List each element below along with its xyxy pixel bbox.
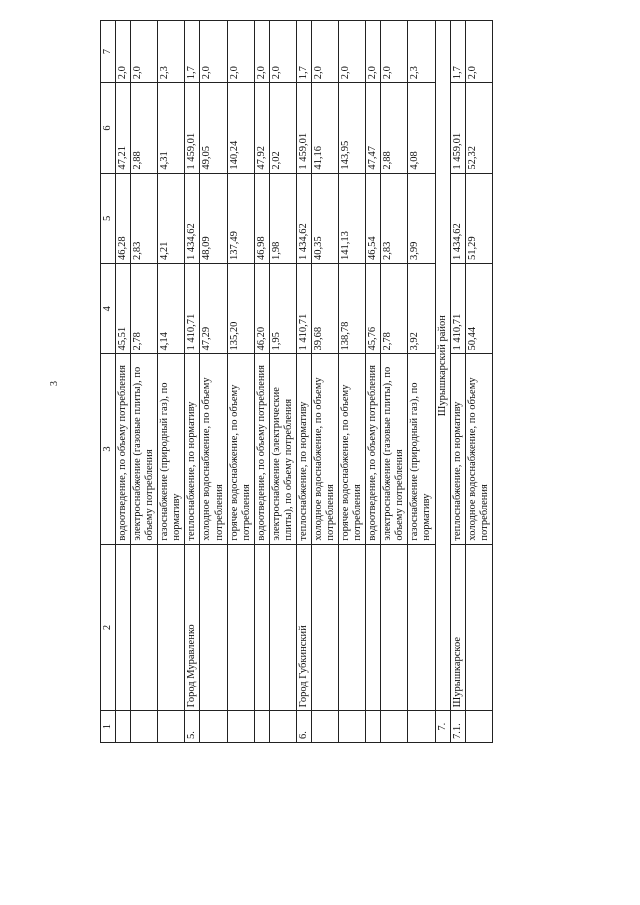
table-body — [101, 21, 493, 743]
value-col5-cell: 46,54 — [366, 173, 381, 263]
row-number-cell — [158, 711, 185, 743]
municipality-cell: Город Губкинский — [296, 544, 311, 711]
table-row — [381, 21, 408, 743]
value-col7-cell: 2,0 — [116, 21, 131, 83]
value-col7-cell: 2,0 — [254, 21, 269, 83]
value-col6-cell: 1 459,01 — [450, 83, 465, 173]
value-col7-cell: 1,7 — [450, 21, 465, 83]
service-cell: теплоснабжение, по нормативу — [450, 354, 465, 544]
row-number-cell — [131, 711, 158, 743]
municipality-cell — [465, 544, 492, 711]
value-col6-cell: 140,24 — [227, 83, 254, 173]
value-col4-cell: 3,92 — [408, 264, 435, 354]
header-cell-7: 7 — [101, 21, 116, 83]
row-number-cell — [227, 711, 254, 743]
section-row — [435, 21, 450, 743]
header-cell-1: 1 — [101, 711, 116, 743]
table-row — [269, 21, 296, 743]
value-col7-cell: 2,3 — [408, 21, 435, 83]
tariff-table-rotated — [100, 20, 540, 743]
tariff-table — [100, 20, 493, 743]
row-number-cell — [408, 711, 435, 743]
row-number-cell — [465, 711, 492, 743]
value-col7-cell: 1,7 — [185, 21, 200, 83]
value-col5-cell: 51,29 — [465, 173, 492, 263]
municipality-cell — [408, 544, 435, 711]
value-col4-cell: 4,14 — [158, 264, 185, 354]
value-col5-cell: 137,49 — [227, 173, 254, 263]
service-cell: электроснабжение (газовые плиты), по объему потребления — [381, 354, 408, 544]
value-col4-cell: 50,44 — [465, 264, 492, 354]
municipality-cell — [269, 544, 296, 711]
value-col6-cell: 4,31 — [158, 83, 185, 173]
value-col4-cell: 1 410,71 — [296, 264, 311, 354]
value-col4-cell: 47,29 — [200, 264, 227, 354]
value-col6-cell: 1 459,01 — [296, 83, 311, 173]
value-col6-cell: 2,88 — [381, 83, 408, 173]
table-row — [158, 21, 185, 743]
service-cell: газоснабжение (природный газ), по нормативу — [158, 354, 185, 544]
value-col4-cell: 135,20 — [227, 264, 254, 354]
table-row — [116, 21, 131, 743]
municipality-cell — [116, 544, 131, 711]
value-col5-cell: 40,35 — [311, 173, 338, 263]
table-row — [465, 21, 492, 743]
row-number-cell — [269, 711, 296, 743]
value-col6-cell: 143,95 — [339, 83, 366, 173]
service-cell: холодное водоснабжение, по объему потребления — [200, 354, 227, 544]
value-col6-cell: 49,05 — [200, 83, 227, 173]
value-col7-cell: 2,0 — [131, 21, 158, 83]
value-col7-cell: 2,0 — [339, 21, 366, 83]
service-cell: холодное водоснабжение, по объему потребления — [311, 354, 338, 544]
table-row — [227, 21, 254, 743]
header-cell-6: 6 — [101, 83, 116, 173]
value-col4-cell: 46,20 — [254, 264, 269, 354]
value-col7-cell: 1,7 — [296, 21, 311, 83]
row-number-cell — [200, 711, 227, 743]
row-number-cell: 6. — [296, 711, 311, 743]
row-number-cell — [254, 711, 269, 743]
table-row — [296, 21, 311, 743]
header-cell-4: 4 — [101, 264, 116, 354]
page-number: 3 — [49, 381, 60, 386]
value-col7-cell: 2,0 — [465, 21, 492, 83]
municipality-cell — [366, 544, 381, 711]
row-number-cell — [381, 711, 408, 743]
value-col7-cell: 2,0 — [227, 21, 254, 83]
value-col6-cell: 1 459,01 — [185, 83, 200, 173]
service-cell: газоснабжение (природный газ), по нормативу — [408, 354, 435, 544]
value-col6-cell: 47,92 — [254, 83, 269, 173]
table-row — [450, 21, 465, 743]
value-col6-cell: 47,47 — [366, 83, 381, 173]
municipality-cell — [200, 544, 227, 711]
header-cell-3: 3 — [101, 354, 116, 544]
value-col6-cell: 4,08 — [408, 83, 435, 173]
section-number-cell: 7. — [435, 711, 450, 743]
municipality-cell — [339, 544, 366, 711]
value-col7-cell: 2,0 — [311, 21, 338, 83]
row-number-cell — [366, 711, 381, 743]
value-col7-cell: 2,3 — [158, 21, 185, 83]
value-col5-cell: 48,09 — [200, 173, 227, 263]
municipality-cell — [227, 544, 254, 711]
table-row — [366, 21, 381, 743]
value-col4-cell: 45,51 — [116, 264, 131, 354]
municipality-cell — [158, 544, 185, 711]
value-col4-cell: 1 410,71 — [450, 264, 465, 354]
service-cell: водоотведение, по объему потребления — [254, 354, 269, 544]
municipality-cell: Город Муравленко — [185, 544, 200, 711]
value-col6-cell: 47,21 — [116, 83, 131, 173]
value-col5-cell: 2,83 — [381, 173, 408, 263]
table-row — [408, 21, 435, 743]
table-row — [339, 21, 366, 743]
service-cell: горячее водоснабжение, по объему потребления — [339, 354, 366, 544]
value-col4-cell: 45,76 — [366, 264, 381, 354]
row-number-cell: 7.1. — [450, 711, 465, 743]
service-cell: холодное водоснабжение, по объему потребления — [465, 354, 492, 544]
value-col7-cell: 2,0 — [269, 21, 296, 83]
value-col4-cell: 2,78 — [131, 264, 158, 354]
value-col4-cell: 1 410,71 — [185, 264, 200, 354]
service-cell: горячее водоснабжение, по объему потребления — [227, 354, 254, 544]
value-col6-cell: 2,88 — [131, 83, 158, 173]
value-col6-cell: 2,02 — [269, 83, 296, 173]
value-col5-cell: 3,99 — [408, 173, 435, 263]
table-row — [311, 21, 338, 743]
value-col5-cell: 141,13 — [339, 173, 366, 263]
table-row — [131, 21, 158, 743]
service-cell: водоотведение, по объему потребления — [366, 354, 381, 544]
value-col6-cell: 41,16 — [311, 83, 338, 173]
service-cell: водоотведение, по объему потребления — [116, 354, 131, 544]
section-title-cell: Шурышкарский район — [435, 21, 450, 711]
municipality-cell — [311, 544, 338, 711]
value-col7-cell: 2,0 — [366, 21, 381, 83]
row-number-cell — [116, 711, 131, 743]
municipality-cell — [381, 544, 408, 711]
value-col5-cell: 1,98 — [269, 173, 296, 263]
service-cell: электроснабжение (газовые плиты), по объему потребления — [131, 354, 158, 544]
value-col7-cell: 2,0 — [200, 21, 227, 83]
value-col5-cell: 2,83 — [131, 173, 158, 263]
value-col6-cell: 52,32 — [465, 83, 492, 173]
value-col5-cell: 1 434,62 — [296, 173, 311, 263]
table-row — [200, 21, 227, 743]
value-col5-cell: 46,28 — [116, 173, 131, 263]
service-cell: теплоснабжение, по нормативу — [185, 354, 200, 544]
header-cell-2: 2 — [101, 544, 116, 711]
municipality-cell: Шурышкарское — [450, 544, 465, 711]
value-col4-cell: 1,95 — [269, 264, 296, 354]
municipality-cell — [254, 544, 269, 711]
row-number-cell — [311, 711, 338, 743]
value-col4-cell: 39,68 — [311, 264, 338, 354]
value-col4-cell: 2,78 — [381, 264, 408, 354]
value-col5-cell: 1 434,62 — [450, 173, 465, 263]
value-col5-cell: 46,98 — [254, 173, 269, 263]
value-col4-cell: 138,78 — [339, 264, 366, 354]
service-cell: теплоснабжение, по нормативу — [296, 354, 311, 544]
row-number-cell: 5. — [185, 711, 200, 743]
value-col7-cell: 2,0 — [381, 21, 408, 83]
value-col5-cell: 4,21 — [158, 173, 185, 263]
table-row — [185, 21, 200, 743]
municipality-cell — [131, 544, 158, 711]
value-col5-cell: 1 434,62 — [185, 173, 200, 263]
table-header-row — [101, 21, 116, 743]
header-cell-5: 5 — [101, 173, 116, 263]
table-row — [254, 21, 269, 743]
row-number-cell — [339, 711, 366, 743]
service-cell: электроснабжение (электрические плиты), по объему потребления — [269, 354, 296, 544]
